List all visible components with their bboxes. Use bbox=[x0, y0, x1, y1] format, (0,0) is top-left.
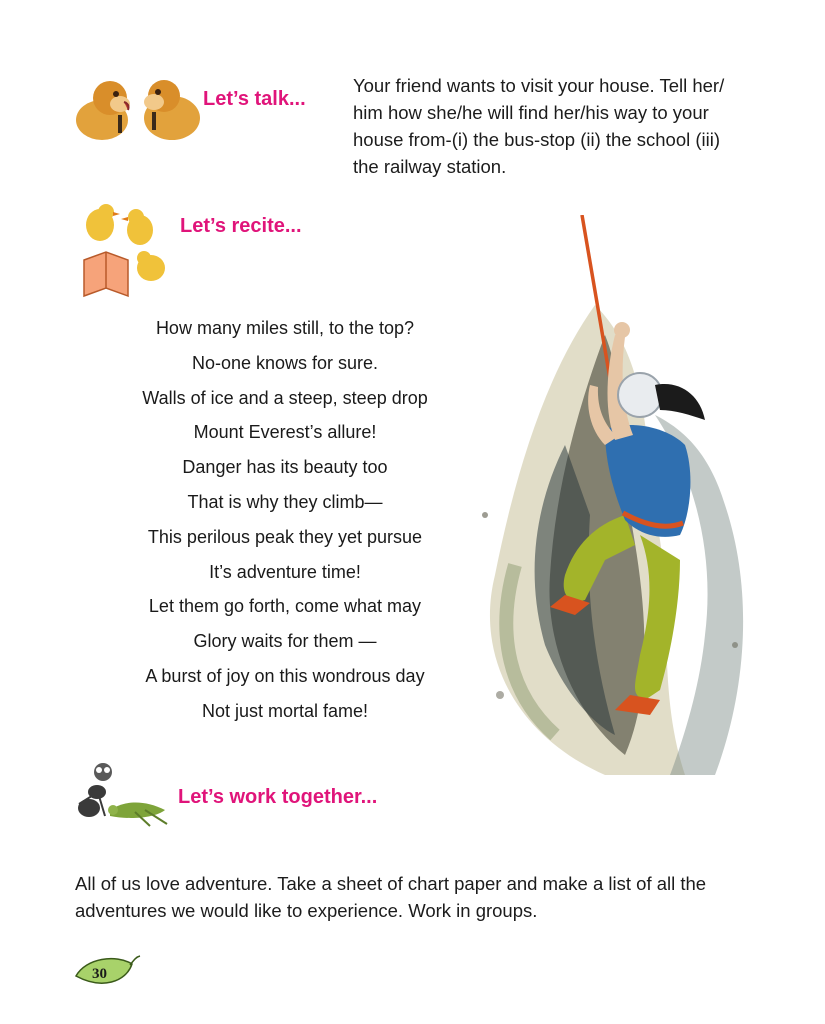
talk-paragraph bbox=[353, 72, 763, 180]
talk-line: the railway station. bbox=[353, 156, 507, 177]
leaf-icon bbox=[72, 952, 144, 994]
talk-line: Your friend wants to visit your house. Tell her/ bbox=[353, 75, 725, 96]
work-heading: Let’s work together... bbox=[178, 786, 378, 808]
poem-line: How many miles still, to the top? bbox=[155, 318, 415, 338]
poem-line: Glory waits for them — bbox=[193, 631, 377, 652]
poem-line: Not just mortal fame! bbox=[201, 700, 369, 721]
recite-icon bbox=[76, 200, 176, 300]
recite-heading: Let’s recite... bbox=[180, 215, 302, 237]
work-line: All of us love adventure. Take a sheet of chart paper and make a list of all the bbox=[75, 873, 707, 894]
poem-line: Let them go forth, come what may bbox=[148, 596, 422, 617]
rock-climber-illustration bbox=[455, 215, 765, 785]
talk-line: him how she/he will find her/his way to your bbox=[353, 102, 709, 123]
page-number: 30 bbox=[92, 966, 107, 982]
poem bbox=[100, 311, 470, 729]
poem-line: This perilous peak they yet pursue bbox=[147, 526, 423, 547]
poem-line: That is why they climb— bbox=[187, 491, 383, 512]
talk-line: house from-(i) the bus-stop (ii) the school (iii) bbox=[353, 129, 721, 150]
work-icon bbox=[75, 760, 175, 830]
poem-line: No-one knows for sure. bbox=[191, 352, 379, 373]
work-paragraph bbox=[75, 870, 775, 924]
poem-line: Walls of ice and a steep, steep drop bbox=[142, 387, 428, 408]
poem-line: It’s adventure time! bbox=[209, 561, 361, 582]
talk-icon bbox=[72, 70, 207, 145]
work-line: adventures we would like to experience. Work in groups. bbox=[75, 900, 538, 921]
poem-line: Danger has its beauty too bbox=[182, 457, 388, 478]
poem-line: Mount Everest’s allure! bbox=[193, 422, 377, 443]
poem-line: A burst of joy on this wondrous day bbox=[145, 665, 425, 686]
talk-heading: Let’s talk... bbox=[203, 88, 306, 110]
